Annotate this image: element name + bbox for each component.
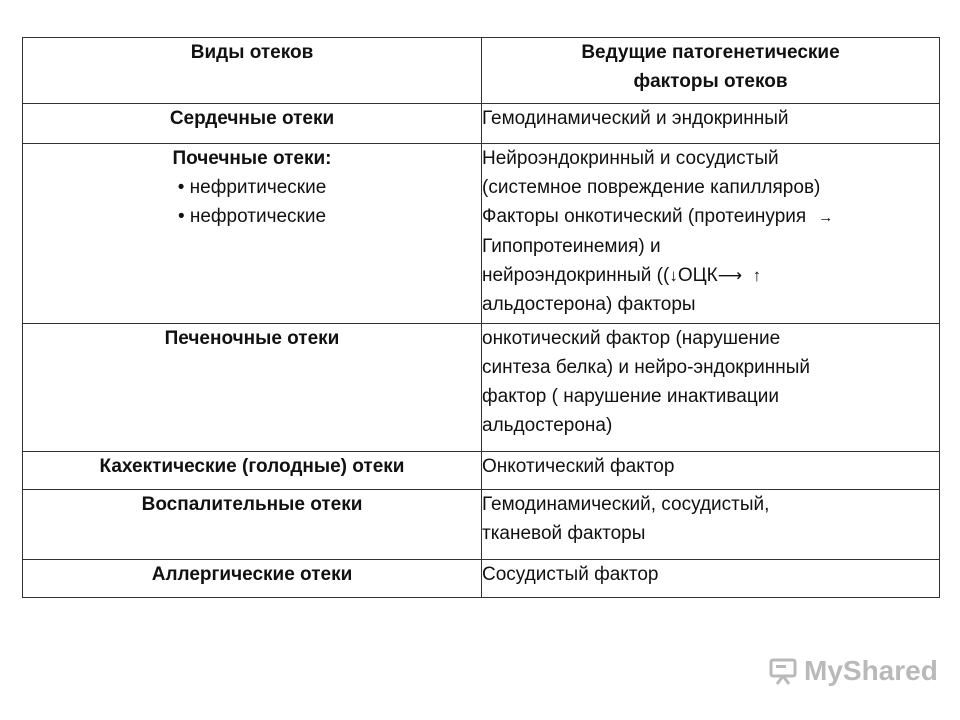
edema-type-cell: Сердечные отеки	[23, 104, 482, 144]
renal-edema-title: Почечные отеки:	[172, 148, 332, 169]
factor-line: онкотический фактор (нарушение	[482, 328, 781, 349]
logo-text: MyShared	[804, 655, 938, 686]
header-factors-line1: Ведущие патогенетические	[581, 42, 840, 63]
factor-line: синтеза белка) и нейро-эндокринный	[482, 357, 811, 378]
factor-line: Гипопротеинемия) и	[482, 236, 661, 257]
factor-cell	[482, 324, 940, 452]
table-header-row	[23, 38, 940, 104]
table-row	[23, 560, 940, 598]
table-row	[23, 490, 940, 560]
header-pathogenetic-factors	[482, 38, 940, 104]
factor-cell	[482, 144, 940, 324]
factor-line: Гемодинамический, сосудистый,	[482, 494, 770, 515]
factor-line: Нейроэндокринный и сосудистый	[482, 148, 779, 169]
factor-line: фактор ( нарушение инактивации	[482, 386, 779, 407]
table-row	[23, 452, 940, 490]
edema-type-cell: Печеночные отеки	[23, 324, 482, 452]
arrow-long-right-icon: ⟶	[717, 266, 743, 285]
subtype-nephrotic: • нефротические	[177, 206, 327, 227]
edema-type-cell	[23, 144, 482, 324]
arrow-up-icon: ↑	[752, 266, 762, 285]
table-row	[23, 104, 940, 144]
edema-type-cell: Аллергические отеки	[23, 560, 482, 598]
factor-cell	[482, 490, 940, 560]
presentation-icon	[768, 656, 798, 686]
subtype-nephritic: • нефритические	[177, 177, 327, 198]
factor-line: ОЦК	[677, 265, 718, 286]
table-row	[23, 324, 940, 452]
factor-cell: Гемодинамический и эндокринный	[482, 104, 940, 144]
header-edema-types: Виды отеков	[23, 38, 482, 104]
edema-table	[22, 37, 940, 598]
factor-line: тканевой факторы	[482, 523, 646, 544]
factor-cell: Онкотический фактор	[482, 452, 940, 490]
factor-line: нейроэндокринный ((	[482, 265, 670, 286]
arrow-down-icon: ↓	[669, 266, 678, 285]
edema-type-cell: Кахектические (голодные) отеки	[23, 452, 482, 490]
factor-line: альдостерона) факторы	[482, 294, 696, 315]
edema-type-cell: Воспалительные отеки	[23, 490, 482, 560]
factor-line: Факторы онкотический (протеинурия	[482, 206, 807, 227]
arrow-right-icon: →	[818, 209, 834, 226]
factor-cell: Сосудистый фактор	[482, 560, 940, 598]
table-row	[23, 144, 940, 324]
factor-line: (системное повреждение капилляров)	[482, 177, 821, 198]
factor-line: альдостерона)	[482, 415, 613, 436]
header-factors-line2: факторы отеков	[633, 71, 788, 92]
myshared-logo	[768, 655, 938, 687]
